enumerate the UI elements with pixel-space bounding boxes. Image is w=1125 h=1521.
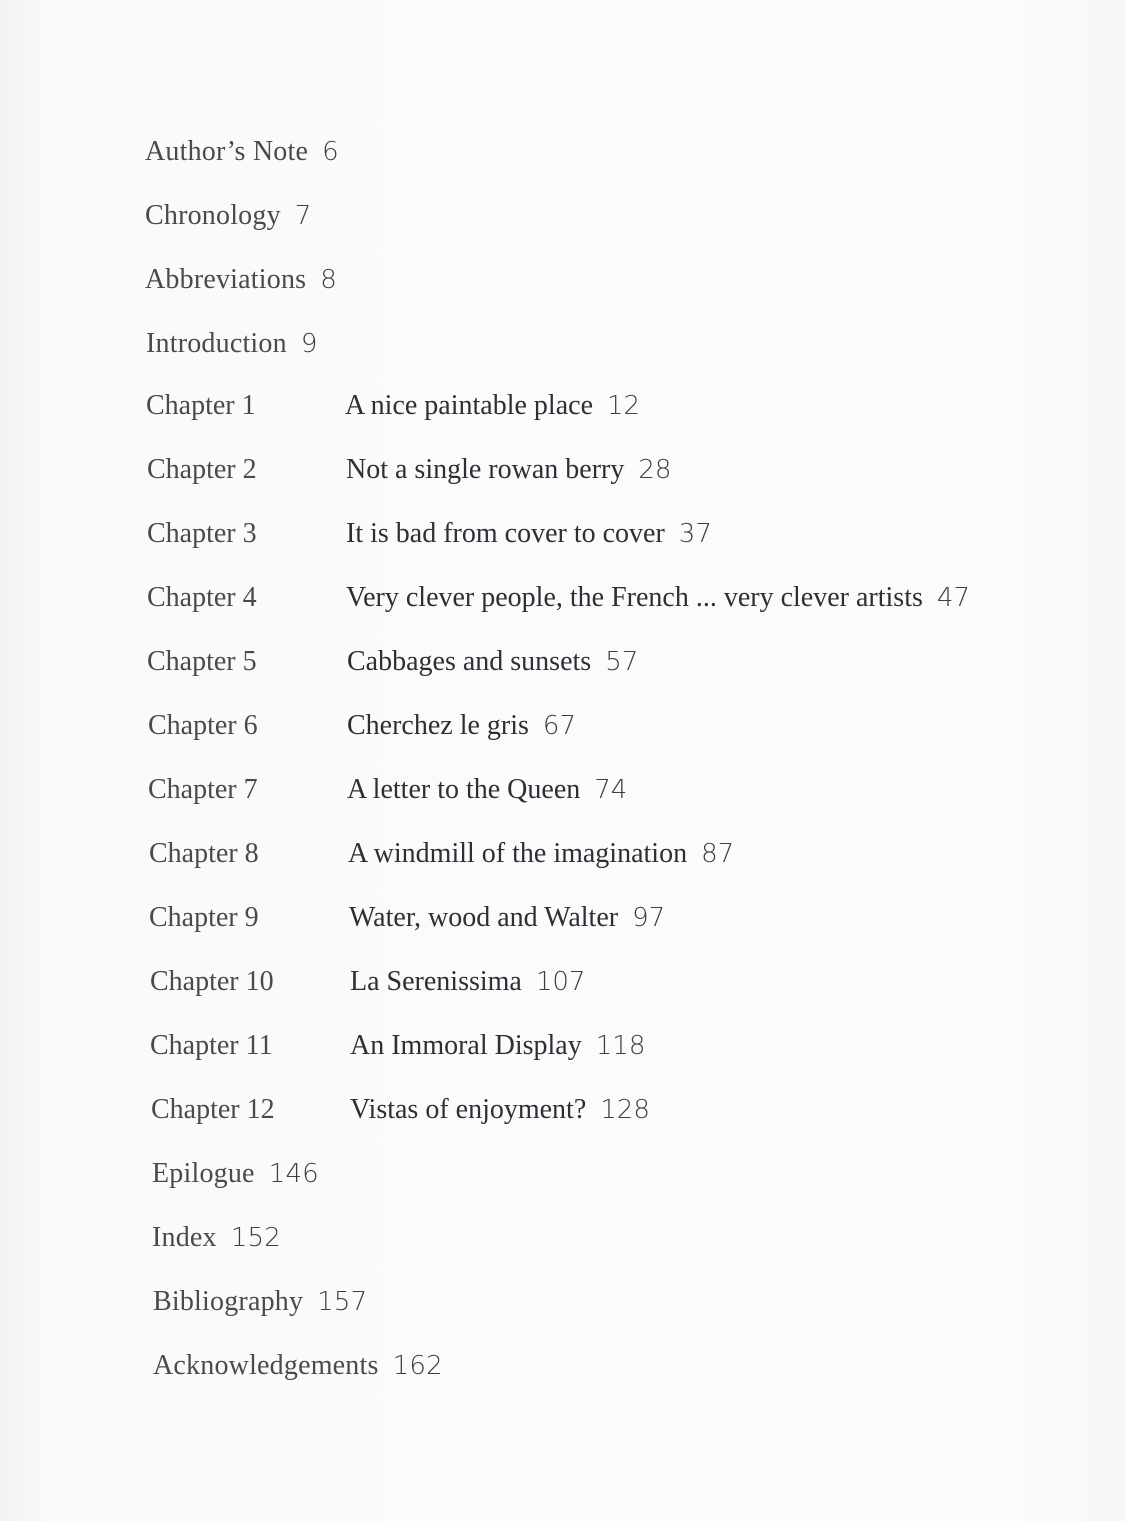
page-number: 28 — [638, 455, 672, 485]
page-number: 6 — [322, 137, 339, 167]
toc-entry-chapter-12 — [151, 1092, 1031, 1128]
page-number: 118 — [595, 1031, 646, 1061]
toc-entry-chapter-4 — [147, 580, 1047, 616]
chapter-title: Cabbages and sunsets — [347, 646, 592, 677]
page-number: 12 — [607, 391, 641, 421]
toc-entry-chapter-6 — [148, 708, 1028, 744]
toc-entry-abbreviations — [145, 262, 337, 298]
page-number: 67 — [542, 711, 577, 741]
chapter-title-line — [347, 644, 638, 680]
chapter-title-line — [346, 516, 712, 552]
chapter-title: A nice paintable place — [345, 390, 593, 421]
chapter-label: Chapter 3 — [147, 518, 257, 549]
entry-label: Index — [152, 1222, 217, 1253]
toc-entry-chapter-11 — [150, 1028, 1030, 1064]
chapter-label: Chapter 11 — [150, 1030, 273, 1061]
chapter-title-line — [348, 836, 734, 872]
chapter-title: It is bad from cover to cover — [346, 518, 665, 549]
page-number: 57 — [605, 647, 639, 677]
toc-entry-chapter-2 — [147, 452, 1027, 488]
chapter-title: Water, wood and Walter — [349, 902, 619, 933]
entry-label: Acknowledgements — [153, 1350, 379, 1381]
chapter-title-line — [349, 900, 665, 936]
chapter-title: Vistas of enjoyment? — [350, 1094, 587, 1125]
entry-label: Introduction — [146, 328, 287, 359]
chapter-title: A windmill of the imagination — [348, 838, 688, 869]
chapter-label: Chapter 9 — [149, 902, 259, 933]
page-number: 87 — [701, 839, 735, 869]
toc-entry-index — [152, 1220, 281, 1256]
page-number: 47 — [936, 583, 970, 613]
chapter-title-line — [350, 1092, 650, 1128]
toc-entry-acknowledgements — [153, 1348, 443, 1384]
chapter-label: Chapter 5 — [147, 646, 257, 677]
chapter-title-line — [350, 1028, 645, 1064]
chapter-label: Chapter 6 — [148, 710, 258, 741]
chapter-label: Chapter 1 — [146, 390, 256, 421]
toc-entry-chapter-8 — [149, 836, 1029, 872]
page-number: 97 — [632, 903, 666, 933]
entry-label: Abbreviations — [145, 264, 307, 295]
chapter-title-line — [345, 388, 640, 424]
chapter-title: Cherchez le gris — [347, 710, 529, 741]
page-number: 7 — [294, 201, 312, 231]
chapter-title-line — [346, 452, 671, 488]
toc-entry-chronology — [145, 198, 312, 234]
page-number: 107 — [535, 967, 586, 997]
page-number: 162 — [392, 1351, 443, 1381]
chapter-title-line — [347, 772, 627, 808]
toc-entry-chapter-1 — [146, 388, 1026, 424]
toc-entry-introduction — [146, 326, 318, 362]
chapter-title-line — [350, 964, 585, 1000]
toc-entry-epilogue — [152, 1156, 319, 1192]
chapter-label: Chapter 10 — [150, 966, 274, 997]
entry-label: Chronology — [145, 200, 281, 231]
toc-entry-chapter-9 — [149, 900, 1029, 936]
page-number: 37 — [678, 519, 712, 549]
chapter-label: Chapter 12 — [151, 1094, 275, 1125]
entry-label: Bibliography — [153, 1286, 304, 1317]
toc-entry-authors-note — [145, 134, 339, 170]
chapter-title: A letter to the Queen — [347, 774, 581, 805]
toc-entry-bibliography — [153, 1284, 367, 1320]
toc-entry-chapter-5 — [147, 644, 1027, 680]
chapter-title: An Immoral Display — [350, 1030, 582, 1061]
page-number: 74 — [594, 775, 628, 805]
chapter-title: Not a single rowan berry — [346, 454, 625, 485]
toc-entry-chapter-10 — [150, 964, 1030, 1000]
entry-label: Epilogue — [152, 1158, 255, 1189]
toc-entry-chapter-3 — [147, 516, 1027, 552]
chapter-label: Chapter 7 — [148, 774, 258, 805]
page-number: 157 — [317, 1287, 368, 1317]
toc-entry-chapter-7 — [148, 772, 1028, 808]
page-number: 128 — [600, 1095, 650, 1125]
chapter-title-line — [347, 708, 576, 744]
chapter-title: Very clever people, the French ... very clever artists — [346, 582, 923, 613]
chapter-title: La Serenissima — [350, 966, 522, 997]
chapter-label: Chapter 4 — [147, 582, 257, 613]
chapter-label: Chapter 2 — [147, 454, 257, 485]
page-number: 152 — [230, 1223, 281, 1253]
entry-label: Author’s Note — [145, 136, 309, 167]
page-number: 8 — [320, 265, 337, 295]
page-number: 146 — [268, 1159, 319, 1189]
page-number: 9 — [300, 329, 318, 359]
chapter-title-line — [346, 580, 970, 616]
chapter-label: Chapter 8 — [149, 838, 259, 869]
